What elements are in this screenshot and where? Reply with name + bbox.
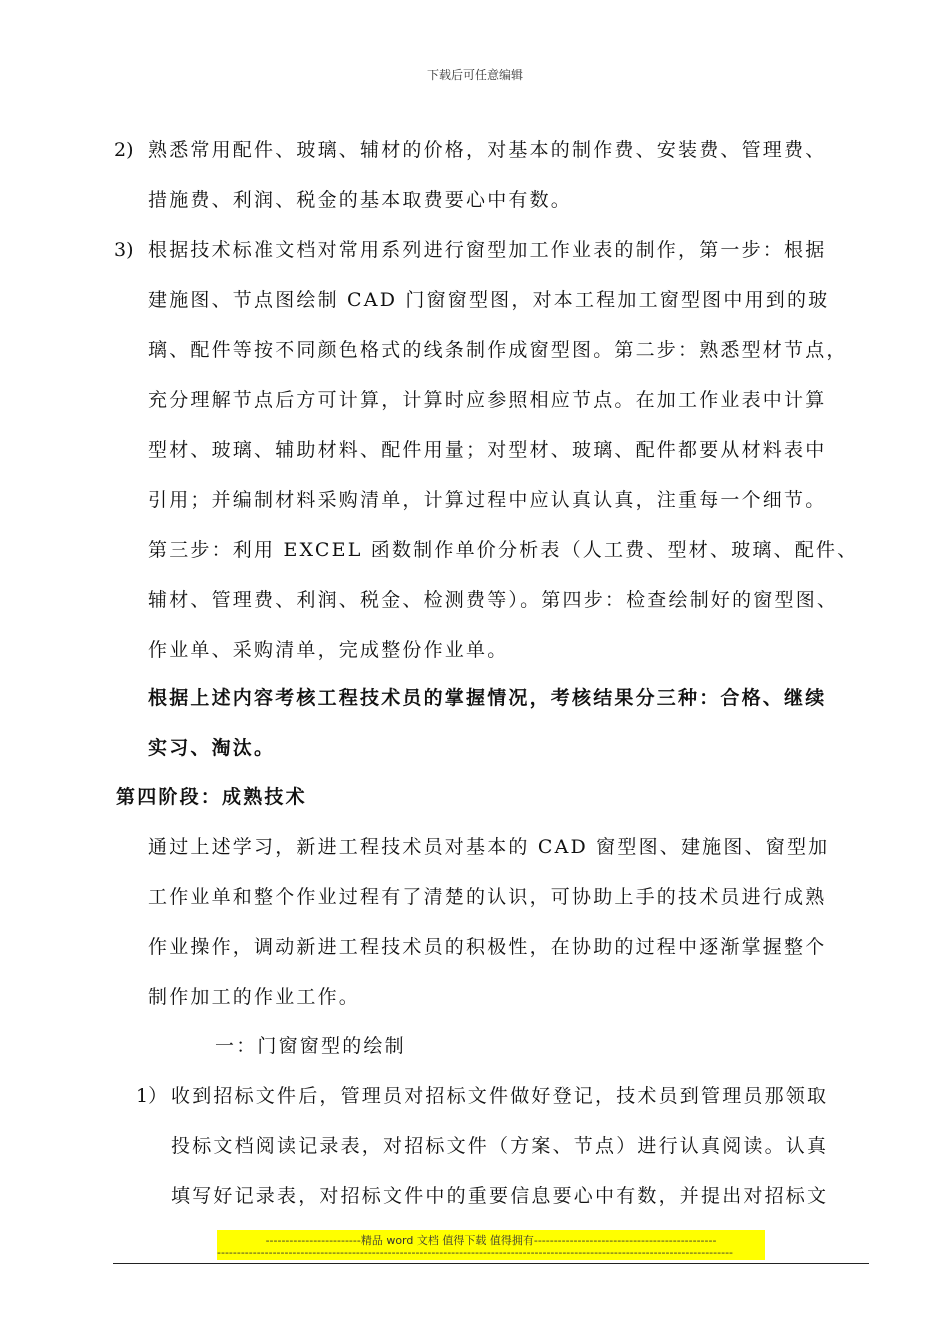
list-item-1 — [171, 1071, 828, 1221]
list-item-3 — [148, 225, 858, 675]
text-line: 充分理解节点后方可计算，计算时应参照相应节点。在加工作业表中计算 — [148, 389, 827, 411]
text-line: 收到招标文件后，管理员对招标文件做好登记，技术员到管理员那领取 — [171, 1085, 829, 1107]
text-line: 建施图、节点图绘制 CAD 门窗窗型图，对本工程加工窗型图中用到的玻 — [148, 289, 830, 311]
text-line: 填写好记录表，对招标文件中的重要信息要心中有数，并提出对招标文 — [171, 1185, 829, 1207]
footer-line-2: ---------------------------------------------------------------------------------------------------------------------------------- — [217, 1246, 734, 1259]
text-line: 根据技术标准文档对常用系列进行窗型加工作业表的制作，第一步：根据 — [148, 239, 827, 261]
text-line: 实习、淘汰。 — [148, 737, 276, 759]
section-heading-stage4: 第四阶段：成熟技术 — [116, 786, 307, 808]
text-line: 通过上述学习，新进工程技术员对基本的 CAD 窗型图、建施图、窗型加 — [148, 836, 830, 858]
text-line: 作业单、采购清单，完成整份作业单。 — [148, 639, 509, 661]
text-line: 第三步：利用 EXCEL 函数制作单价分析表（人工费、型材、玻璃、配件、 — [148, 539, 859, 561]
assessment-paragraph — [148, 673, 826, 773]
text-line: 投标文档阅读记录表，对招标文件（方案、节点）进行认真阅读。认真 — [171, 1135, 829, 1157]
text-line: 制作加工的作业工作。 — [148, 986, 361, 1008]
list-number-3: 3) — [114, 239, 134, 261]
text-line: 措施费、利润、税金的基本取费要心中有数。 — [148, 189, 573, 211]
text-line: 工作业单和整个作业过程有了清楚的认识，可协助上手的技术员进行成熟 — [148, 886, 827, 908]
subsection-heading: 一：门窗窗型的绘制 — [215, 1035, 406, 1057]
text-line: 熟悉常用配件、玻璃、辅材的价格，对基本的制作费、安装费、管理费、 — [148, 139, 827, 161]
page-header: 下载后可任意编辑 — [426, 68, 523, 82]
list-number-2: 2) — [114, 139, 134, 161]
text-line: 作业操作，调动新进工程技术员的积极性，在协助的过程中逐渐掌握整个 — [148, 936, 827, 958]
stage4-paragraph — [148, 822, 829, 1022]
text-line: 根据上述内容考核工程技术员的掌握情况，考核结果分三种：合格、继续 — [148, 687, 827, 709]
list-number-1: 1） — [136, 1085, 168, 1107]
text-line: 辅材、管理费、利润、税金、检测费等）。第四步：检查绘制好的窗型图、 — [148, 589, 839, 611]
text-line: 引用；并编制材料采购清单，计算过程中应认真认真，注重每一个细节。 — [148, 489, 827, 511]
text-line: 型材、玻璃、辅助材料、配件用量；对型材、玻璃、配件都要从材料表中 — [148, 439, 827, 461]
footer-line-1: ------------------------精品 word 文档 值得下载 值得拥有---------------------------------------------- — [265, 1234, 717, 1247]
footer-divider — [113, 1263, 869, 1264]
list-item-2 — [148, 125, 826, 225]
text-line: 璃、配件等按不同颜色格式的线条制作成窗型图。第二步：熟悉型材节点， — [148, 339, 848, 361]
footer-banner — [217, 1230, 765, 1260]
